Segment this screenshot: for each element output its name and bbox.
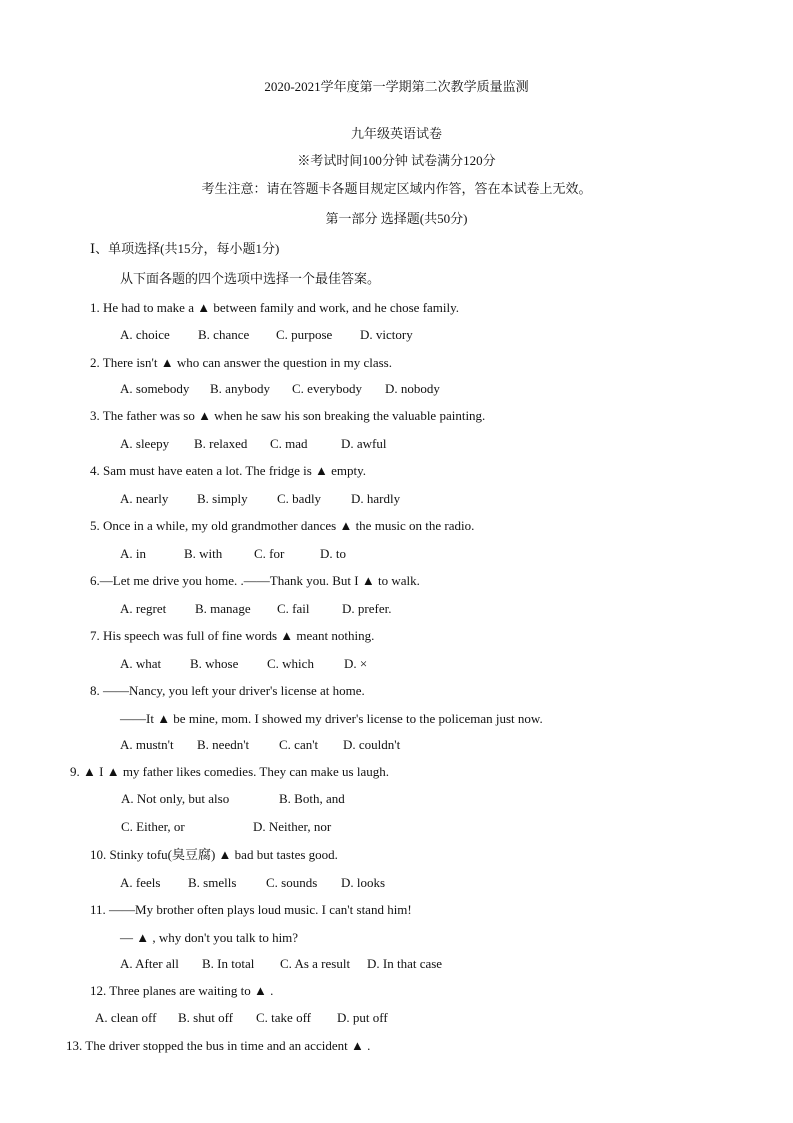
option: C. Either, or (121, 819, 185, 834)
option: C. for (254, 546, 285, 561)
question-8-reply: ——It ▲ be mine, mom. I showed my driver's license to the policeman just now. (120, 711, 543, 726)
option: C. which (267, 656, 314, 671)
exam-subtitle: 九年级英语试卷 (350, 126, 442, 141)
option: B. In total (202, 956, 255, 971)
exam-info: ※考试时间100分钟 试卷满分120分 (297, 153, 496, 168)
exam-title: 2020-2021学年度第一学期第二次教学质量监测 (264, 79, 529, 94)
question-1: 1. He had to make a ▲ between family and work, and he chose family. (90, 300, 460, 315)
option: A. in (120, 546, 146, 561)
question-8: 8. ——Nancy, you left your driver's license at home. (90, 683, 365, 698)
option: A. feels (120, 875, 161, 890)
exam-notice: 考生注意：请在答题卡各题目规定区域内作答，答在本试卷上无效。 (201, 181, 592, 196)
options-12 (95, 1010, 388, 1026)
options-2 (120, 381, 440, 397)
question-3: 3. The father was so ▲ when he saw his son breaking the valuable painting. (90, 408, 486, 423)
option: A. After all (120, 956, 179, 971)
options-4 (120, 491, 400, 507)
option: D. put off (337, 1010, 388, 1025)
option: A. somebody (120, 381, 190, 396)
question-4: 4. Sam must have eaten a lot. The fridge is ▲ empty. (90, 463, 367, 478)
options-9-row-1 (121, 791, 345, 807)
option: C. sounds (266, 875, 318, 890)
option: C. purpose (276, 327, 333, 342)
question-11-reply: — ▲ , why don't you talk to him? (120, 930, 299, 945)
question-13: 13. The driver stopped the bus in time and an accident ▲ . (66, 1038, 371, 1053)
option: A. choice (120, 327, 170, 342)
option: C. fail (277, 601, 310, 616)
option: C. everybody (292, 381, 363, 396)
option: A. mustn't (120, 737, 174, 752)
question-10: 10. Stinky tofu(臭豆腐) ▲ bad but tastes good. (90, 847, 338, 862)
section-instruction: 从下面各题的四个选项中选择一个最佳答案。 (120, 271, 381, 286)
question-12: 12. Three planes are waiting to ▲ . (90, 983, 274, 998)
option: D. Neither, nor (253, 819, 332, 834)
question-6: 6.—Let me drive you home. .——Thank you. But I ▲ to walk. (90, 573, 420, 588)
option: B. shut off (178, 1010, 234, 1025)
options-6 (120, 601, 391, 617)
option: D. looks (341, 875, 386, 890)
option: B. manage (195, 601, 251, 616)
options-9-row-2 (121, 819, 331, 835)
option: D. victory (360, 327, 413, 342)
options-7 (120, 656, 367, 672)
option: C. mad (270, 436, 308, 451)
options-5 (120, 546, 346, 562)
option: D. × (344, 656, 368, 671)
option: A. nearly (120, 491, 169, 506)
options-8 (120, 737, 400, 753)
question-11: 11. ——My brother often plays loud music. I can't stand him! (90, 902, 412, 917)
option: B. smells (188, 875, 237, 890)
question-7: 7. His speech was full of fine words ▲ meant nothing. (90, 628, 375, 643)
option: A. Not only, but also (121, 791, 230, 806)
option: B. relaxed (194, 436, 248, 451)
option: A. clean off (95, 1010, 157, 1025)
section-heading: Ⅰ、单项选择(共15分，每小题1分) (90, 241, 280, 256)
option: B. needn't (197, 737, 250, 752)
option: B. whose (190, 656, 239, 671)
option: A. what (120, 656, 162, 671)
option: A. regret (120, 601, 167, 616)
option: B. anybody (210, 381, 270, 396)
option: D. couldn't (343, 737, 401, 752)
options-3 (120, 436, 387, 452)
option: B. chance (198, 327, 250, 342)
option: C. can't (279, 737, 319, 752)
option: C. badly (277, 491, 322, 506)
option: D. prefer. (342, 601, 392, 616)
question-9: 9. ▲ I ▲ my father likes comedies. They can make us laugh. (70, 764, 389, 779)
option: D. to (320, 546, 346, 561)
part-heading: 第一部分 选择题(共50分) (325, 211, 468, 226)
option: A. sleepy (120, 436, 170, 451)
question-5: 5. Once in a while, my old grandmother dances ▲ the music on the radio. (90, 518, 475, 533)
option: D. awful (341, 436, 387, 451)
options-10 (120, 875, 385, 891)
option: C. As a result (280, 956, 351, 971)
option: D. nobody (385, 381, 440, 396)
options-11 (120, 956, 442, 972)
option: C. take off (256, 1010, 311, 1025)
option: D. In that case (367, 956, 443, 971)
question-2: 2. There isn't ▲ who can answer the question in my class. (90, 355, 392, 370)
option: B. simply (197, 491, 248, 506)
option: B. with (184, 546, 223, 561)
options-1 (120, 327, 413, 343)
option: B. Both, and (279, 791, 345, 806)
option: D. hardly (351, 491, 401, 506)
